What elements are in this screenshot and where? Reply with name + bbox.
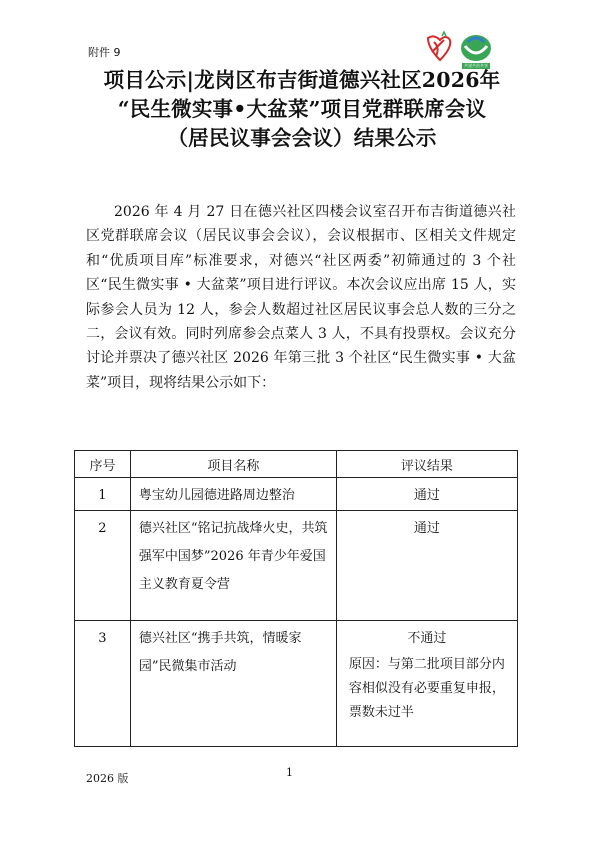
table-row: [75, 478, 518, 511]
row-project-name: 粤宝幼儿园德进路周边整治: [130, 478, 336, 511]
row-number: 3: [75, 621, 131, 747]
row-result: 不通过: [407, 631, 447, 646]
title-line-3: （居民议事会会议）结果公示: [167, 126, 437, 150]
footer-edition: 2026 版: [86, 772, 129, 785]
header-project-name: 项目名称: [130, 451, 336, 478]
row-result-reason: 原因：与第二批项目部分内容相似没有必要重复申报，票数未过半: [348, 657, 505, 720]
results-table: [74, 450, 518, 747]
body-paragraph-block: [86, 200, 516, 395]
header-number: 序号: [75, 451, 131, 478]
table-row: [75, 511, 518, 621]
header-result: 评议结果: [336, 451, 517, 478]
logo-text: 共建共治共享: [464, 63, 488, 68]
attachment-label: 附件 9: [88, 46, 121, 59]
row-result-cell: [336, 621, 517, 747]
row-project-name: 德兴社区“携手共筑，情暖家园”民微集市活动: [130, 621, 336, 747]
row-result: 通过: [336, 478, 517, 511]
row-project-name: 德兴社区“铭记抗战烽火史，共筑强军中国梦”2026 年青少年爱国主义教育夏令营: [130, 511, 336, 621]
row-number: 2: [75, 511, 131, 621]
row-result: 通过: [336, 511, 517, 621]
row-number: 1: [75, 478, 131, 511]
document-title: [74, 66, 530, 153]
body-paragraph: 2026 年 4 月 27 日在德兴社区四楼会议室召开布吉街道德兴社区党群联席会议（居民议事会会议），会议根据市、区相关文件规定和“优质项目库”标准要求，对德兴“社区两委”初筛通过的 3 个社区“民生微实事 • 大盆菜”项目进行评议。本次会议应出席 15 人，实际参会人员为 12 人，参会人数超过社区居民议事会总人数的三分之二，会议有效。同时列席参会点菜人 3 人，不具有投票权。会议充分讨论并票决了德兴社区 2026 年第三批 3 个社区“民生微实事 • 大盆菜”项目，现将结果公示如下：: [86, 204, 516, 391]
page-number: 1: [286, 766, 293, 779]
table-row: [75, 621, 518, 747]
title-line-1: 项目公示|龙岗区布吉街道德兴社区2026年: [103, 68, 501, 92]
title-line-2: “民生微实事•大盆菜”项目党群联席会议: [117, 97, 487, 121]
table-header-row: [75, 451, 518, 478]
